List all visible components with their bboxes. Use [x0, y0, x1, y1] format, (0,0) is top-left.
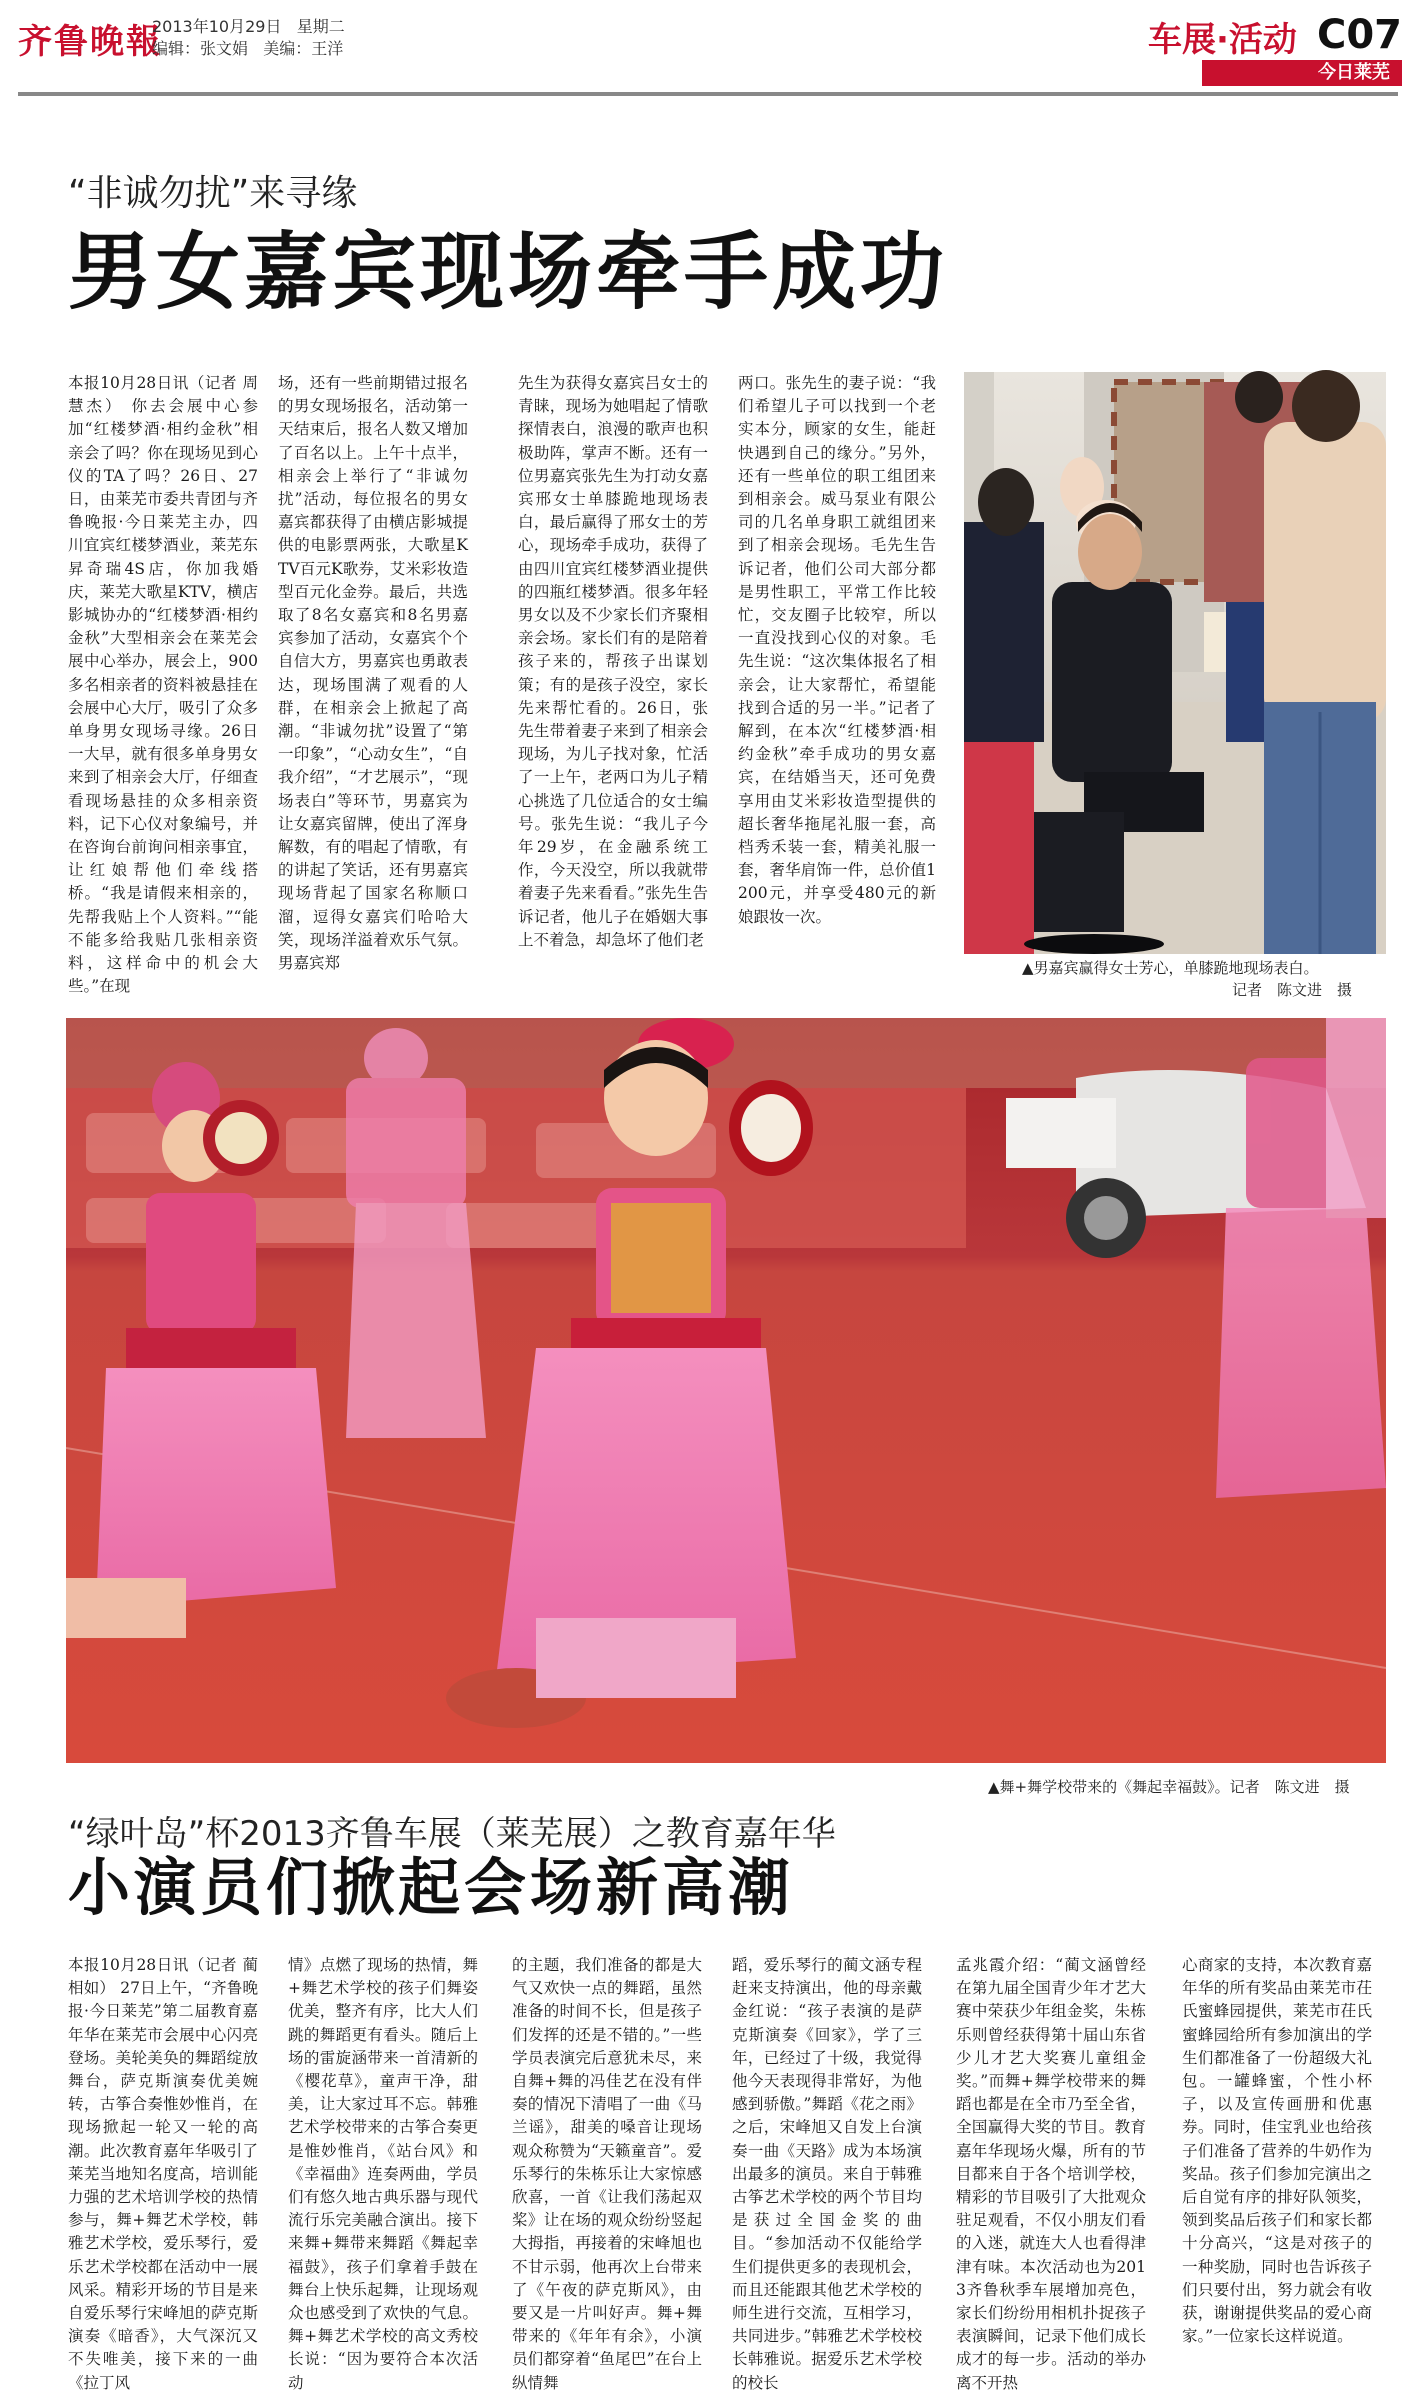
editor-credit: 编辑：张文娟: [152, 39, 249, 58]
article1-kicker: “非诚勿扰”来寻缘: [68, 173, 358, 214]
article1-column-1: 本报10月28日讯（记者 周慧杰） 你去会展中心参加“红楼梦酒·相约金秋”相亲会了吗？你在现场见到心仪的TA了吗？26日、27日，由莱芜市委共青团与齐鲁晚报·今日莱芜主办，四川宜宾红楼梦酒业，莱芜东昇奇瑞4S店，你加我婚庆，莱芜大歌星KTV，横店影城协办的“红楼梦酒·相约金秋”大型相亲会在莱芜会展中心举办，展会上，900多名相亲者的资料被悬挂在会展中心大厅，吸引了众多单身男女现场寻缘。26日一大早，就有很多单身男女来到了相亲会大厅，仔细查看现场悬挂的众多相亲资料，记下心仪对象编号，并在咨询台前询问相亲事宜，让红娘帮他们牵线搭桥。“我是请假来相亲的，先帮我贴上个人资料。”“能不能多给我贴几张相亲资料，这样命中的机会大些。”在现: [68, 374, 258, 996]
article1-column-2: 场，还有一些前期错过报名的男女现场报名，活动第一天结束后，报名人数又增加了百名以上。上午十点半，相亲会上举行了“非诚勿扰”活动，每位报名的男女嘉宾都获得了由横店影城提供的电影票两张，大歌星KTV百元K歌券，艾米彩妆造型百元化金券。最后，共选取了8名女嘉宾和8名男嘉宾参加了活动，女嘉宾个个自信大方，男嘉宾也勇敢表达，现场围满了观看的人群，在相亲会上掀起了高潮。“非诚勿扰”设置了“第一印象”，“心动女生”，“自我介绍”，“才艺展示”，“现场表白”等环节，男嘉宾为让女嘉宾留牌，使出了浑身解数，有的唱起了情歌，有的讲起了笑话，还有男嘉宾现场背起了国家名称顺口溜，逗得女嘉宾们哈哈大笑，现场洋溢着欢乐气氛。男嘉宾郑: [278, 374, 468, 973]
issue-weekday: 星期二: [296, 17, 345, 36]
masthead-logo: 齐鲁晚報: [18, 22, 162, 62]
page-number: C07: [1316, 12, 1402, 58]
section-header: [1142, 8, 1402, 88]
issue-date: 2013年10月29日: [152, 17, 282, 36]
photo-dancers: [66, 1018, 1386, 1763]
photo-proposal-image: [964, 372, 1386, 954]
section-subtitle: 今日莱芜: [1202, 60, 1402, 86]
article2-column-1: 本报10月28日讯（记者 蔺相如） 27日上午，“齐鲁晚报·今日莱芜”第二届教育嘉年华在莱芜市会展中心闪亮登场。美轮美奂的舞蹈绽放舞台，萨克斯演奏优美婉转，古筝合奏惟妙惟肖，在现场掀起一轮又一轮的高潮。此次教育嘉年华吸引了莱芜当地知名度高，培训能力强的艺术培训学校的热情参与，舞+舞艺术学校，韩雅艺术学校，爱乐琴行，爱乐艺术学校都在活动中一展风采。精彩开场的节目是来自爱乐琴行宋峰旭的萨克斯演奏《暗香》，大气深沉又不失唯美，接下来的一曲《拉丁风: [68, 1956, 258, 2392]
article2-column-3: 的主题，我们准备的都是大气又欢快一点的舞蹈，虽然准备的时间不长，但是孩子们发挥的还是不错的。”一些学员表演完后意犹未尽，来自舞+舞的冯佳艺在没有伴奏的情况下清唱了一曲《马兰谣》，甜美的嗓音让现场观众称赞为“天籁童音”。爱乐琴行的朱栋乐让大家惊感欣喜，一首《让我们荡起双桨》让在场的观众纷纷竖起大拇指，再接着的宋峰旭也不甘示弱，他再次上台带来了《午夜的萨克斯风》，由要又是一片叫好声。舞+舞带来的《年年有余》，小演员们都穿着“鱼尾巴”在台上纵情舞: [512, 1956, 702, 2392]
photo-dancers-image: [66, 1018, 1386, 1763]
designer-credit: 美编：王洋: [263, 39, 344, 58]
article2-column-2: 情》点燃了现场的热情，舞+舞艺术学校的孩子们舞姿优美，整齐有序，比大人们跳的舞蹈更有看头。随后上场的雷旋涵带来一首清新的《樱花草》，童声干净，甜美，让大家过耳不忘。韩雅艺术学校带来的古筝合奏更是惟妙惟肖，《站台风》和《幸福曲》连奏两曲，学员们有悠久地古典乐器与现代流行乐完美融合演出。接下来舞+舞带来舞蹈《舞起幸福鼓》，孩子们拿着手鼓在舞台上快乐起舞，让现场观众也感受到了欢快的气息。舞+舞艺术学校的高文秀校长说：“因为要符合本次活动: [288, 1956, 478, 2392]
article2-column-6: 心商家的支持，本次教育嘉年华的所有奖品由莱芜市茌氏蜜蜂园提供，莱芜市茌氏蜜蜂园给所有参加演出的学生们都准备了一份超级大礼包。一罐蜂蜜，个性小杯子，以及宣传画册和优惠券。同时，佳宝乳业也给孩子们准备了营养的牛奶作为奖品。孩子们参加完演出之后自觉有序的排好队领奖，领到奖品后孩子们和家长都十分高兴，“这是对孩子的一种奖励，同时也告诉孩子们只要付出，努力就会有收获，谢谢提供奖品的爱心商家。”一位家长这样说道。: [1182, 1956, 1372, 2346]
photo-proposal-caption: ▲男嘉宾赢得女士芳心，单膝跪地现场表白。: [1022, 959, 1319, 977]
photo-dancers-caption: ▲舞+舞学校带来的《舞起幸福鼓》。记者 陈文进 摄: [988, 1778, 1350, 1796]
article1-column-4: 两口。张先生的妻子说：“我们希望儿子可以找到一个老实本分，顾家的女生，能赶快遇到自己的缘分。”另外，还有一些单位的职工组团来到相亲会。威马泵业有限公司的几名单身职工就组团来到了相亲会现场。毛先生告诉记者，他们公司大部分都是男性职工，平常工作比较忙，交友圈子比较窄，所以一直没找到心仪的对象。毛先生说：“这次集体报名了相亲会，让大家帮忙，希望能找到合适的另一半。”记者了解到，在本次“红楼梦酒·相约金秋”牵手成功的男女嘉宾，在结婚当天，还可免费享用由艾米彩妆造型提供的超长奢华拖尾礼服一套，高档秀禾装一套，精美礼服一套，奢华肩饰一件，总价值1200元，并享受480元的新娘跟妆一次。: [738, 374, 936, 926]
photo-proposal-credit: 记者 陈文进 摄: [1232, 981, 1353, 999]
dancer-center-back: [346, 1028, 486, 1438]
article2-headline: 小演员们掀起会场新高潮: [68, 1851, 795, 1924]
article2-kicker: “绿叶岛”杯2013齐鲁车展（莱芜展）之教育嘉年华: [68, 1814, 836, 1854]
article2-column-4: 蹈，爱乐琴行的蔺文涵专程赶来支持演出，他的母亲戴金红说：“孩子表演的是萨克斯演奏《回家》，学了三年，已经过了十级，我觉得他今天表现得非常好，为他感到骄傲。”舞蹈《花之雨》之后，宋峰旭又自发上台演奏一曲《天路》成为本场演出最多的演员。来自于韩雅古筝艺术学校的两个节目均是获过全国金奖的曲目。“参加活动不仅能给学生们提供更多的表现机会，而且还能跟其他艺术学校的师生进行交流，互相学习，共同进步。”韩雅艺术学校校长韩雅说。据爱乐艺术学校的校长: [732, 1956, 922, 2392]
header-rule: [18, 92, 1398, 96]
masthead-info: [152, 16, 345, 60]
article2-column-5: 孟兆霞介绍：“蔺文涵曾经在第九届全国青少年才艺大赛中荣获少年组金奖，朱栋乐则曾经获得第十届山东省少儿才艺大奖赛儿童组金奖。”而舞+舞学校带来的舞蹈也都是在全市乃至全省，全国赢得大奖的节目。教育嘉年华现场火爆，所有的节目都来自于各个培训学校，精彩的节目吸引了大批观众驻足观看，不仅小朋友们看的入迷，就连大人也看得津津有味。本次活动也为2013齐鲁秋季车展增加亮色，家长们纷纷用相机扑捉孩子表演瞬间，记录下他们成长 成才的每一步。活动的举办离不开热: [956, 1956, 1146, 2392]
article1-column-3: 先生为获得女嘉宾吕女士的青睐，现场为她唱起了情歌探情表白，浪漫的歌声也积极助阵，掌声不断。还有一位男嘉宾张先生为打动女嘉宾邢女士单膝跪地现场表白，最后赢得了邢女士的芳心，现场牵手成功，获得了由四川宜宾红楼梦酒业提供的四瓶红楼梦酒。很多年轻男女以及不少家长们齐聚相亲会场。家长们有的是陪着孩子来的，帮孩子出谋划策；有的是孩子没空，家长先来帮忙看的。26日，张先生带着妻子来到了相亲会现场，为儿子找对象，忙活了一上午，老两口为儿子精心挑选了几位适合的女士编号。张先生说：“我儿子今年29岁，在金融系统工作，今天没空，所以我就带着妻子先来看看。”张先生告诉记者，他儿子在婚姻大事上不着急，却急坏了他们老: [518, 374, 708, 949]
section-title: 车展·活动: [1148, 20, 1297, 60]
photo-proposal: [964, 372, 1386, 954]
article1-headline: 男女嘉宾现场牵手成功: [68, 223, 949, 321]
